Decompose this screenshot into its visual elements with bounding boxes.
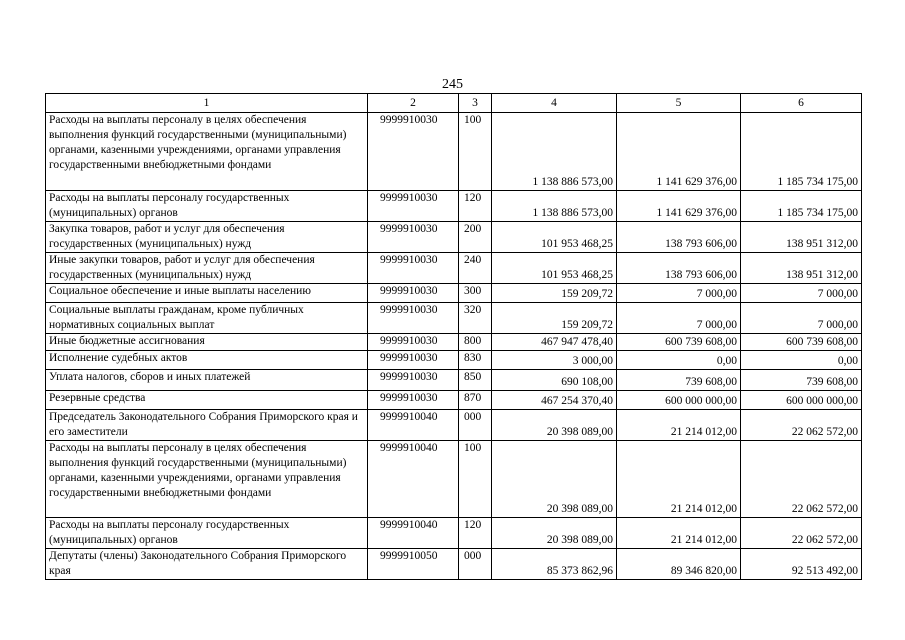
- row-amount-col6-cell: 7 000,00: [741, 284, 862, 303]
- row-amount-col6-cell: 1 185 734 175,00: [741, 113, 862, 191]
- budget-table: [45, 93, 862, 580]
- row-name-cell: Расходы на выплаты персоналу государственных (муниципальных) органов: [46, 191, 368, 222]
- row-code-cell: 9999910030: [368, 391, 459, 410]
- row-amount-col6-cell: 0,00: [741, 351, 862, 370]
- row-name-cell: Иные закупки товаров, работ и услуг для обеспечения государственных (муниципальных) нужд: [46, 253, 368, 284]
- row-kind-cell: 240: [459, 253, 492, 284]
- header-row: [46, 94, 862, 113]
- table-row: [46, 191, 862, 222]
- column-header-4: 4: [492, 94, 617, 113]
- row-kind-cell: 100: [459, 441, 492, 518]
- row-name-cell: Уплата налогов, сборов и иных платежей: [46, 370, 368, 391]
- table-row: [46, 518, 862, 549]
- row-amount-col4-cell: 20 398 089,00: [492, 518, 617, 549]
- row-name-cell: Закупка товаров, работ и услуг для обеспечения государственных (муниципальных) нужд: [46, 222, 368, 253]
- row-amount-col5-cell: 600 739 608,00: [617, 334, 741, 351]
- row-amount-col4-cell: 467 947 478,40: [492, 334, 617, 351]
- row-amount-col6-cell: 1 185 734 175,00: [741, 191, 862, 222]
- row-kind-cell: 120: [459, 191, 492, 222]
- row-name-cell: Иные бюджетные ассигнования: [46, 334, 368, 351]
- row-amount-col5-cell: 7 000,00: [617, 284, 741, 303]
- row-name-cell: Председатель Законодательного Собрания Приморского края и его заместители: [46, 410, 368, 441]
- row-amount-col4-cell: 3 000,00: [492, 351, 617, 370]
- row-amount-col5-cell: 7 000,00: [617, 303, 741, 334]
- row-name-cell: Расходы на выплаты персоналу государственных (муниципальных) органов: [46, 518, 368, 549]
- table-row: [46, 284, 862, 303]
- column-header-1: 1: [46, 94, 368, 113]
- row-amount-col6-cell: 92 513 492,00: [741, 549, 862, 580]
- row-amount-col5-cell: 600 000 000,00: [617, 391, 741, 410]
- row-kind-cell: 100: [459, 113, 492, 191]
- row-amount-col5-cell: 89 346 820,00: [617, 549, 741, 580]
- row-kind-cell: 120: [459, 518, 492, 549]
- row-amount-col6-cell: 600 739 608,00: [741, 334, 862, 351]
- row-code-cell: 9999910030: [368, 284, 459, 303]
- row-code-cell: 9999910030: [368, 191, 459, 222]
- table-row: [46, 549, 862, 580]
- row-kind-cell: 800: [459, 334, 492, 351]
- row-amount-col5-cell: 0,00: [617, 351, 741, 370]
- row-amount-col4-cell: 1 138 886 573,00: [492, 113, 617, 191]
- row-name-cell: Расходы на выплаты персоналу в целях обеспечения выполнения функций государственными (муниципальными) органами, казенными учреждениями, органами управления государственными внебюджетными фондами: [46, 113, 368, 191]
- row-amount-col5-cell: 21 214 012,00: [617, 410, 741, 441]
- row-name-cell: Социальные выплаты гражданам, кроме публичных нормативных социальных выплат: [46, 303, 368, 334]
- row-amount-col4-cell: 1 138 886 573,00: [492, 191, 617, 222]
- row-code-cell: 9999910040: [368, 441, 459, 518]
- row-amount-col5-cell: 138 793 606,00: [617, 253, 741, 284]
- row-code-cell: 9999910040: [368, 518, 459, 549]
- row-amount-col5-cell: 1 141 629 376,00: [617, 191, 741, 222]
- row-name-cell: Расходы на выплаты персоналу в целях обеспечения выполнения функций государственными (муниципальными) органами, казенными учреждениями, органами управления государственными внебюджетными фондами: [46, 441, 368, 518]
- table-row: [46, 303, 862, 334]
- column-header-3: 3: [459, 94, 492, 113]
- row-kind-cell: 000: [459, 410, 492, 441]
- row-amount-col4-cell: 159 209,72: [492, 284, 617, 303]
- column-header-5: 5: [617, 94, 741, 113]
- row-amount-col5-cell: 1 141 629 376,00: [617, 113, 741, 191]
- table-header: [46, 94, 862, 113]
- column-header-6: 6: [741, 94, 862, 113]
- row-amount-col4-cell: 85 373 862,96: [492, 549, 617, 580]
- table-row: [46, 253, 862, 284]
- row-amount-col4-cell: 690 108,00: [492, 370, 617, 391]
- table-row: [46, 113, 862, 191]
- row-kind-cell: 200: [459, 222, 492, 253]
- table-row: [46, 441, 862, 518]
- row-amount-col4-cell: 101 953 468,25: [492, 253, 617, 284]
- row-amount-col6-cell: 22 062 572,00: [741, 518, 862, 549]
- row-amount-col6-cell: 22 062 572,00: [741, 410, 862, 441]
- table-body: [46, 113, 862, 580]
- table-row: [46, 351, 862, 370]
- column-header-2: 2: [368, 94, 459, 113]
- row-amount-col6-cell: 600 000 000,00: [741, 391, 862, 410]
- row-code-cell: 9999910030: [368, 351, 459, 370]
- row-code-cell: 9999910030: [368, 334, 459, 351]
- row-amount-col4-cell: 101 953 468,25: [492, 222, 617, 253]
- table-row: [46, 222, 862, 253]
- row-amount-col6-cell: 22 062 572,00: [741, 441, 862, 518]
- row-code-cell: 9999910030: [368, 253, 459, 284]
- row-name-cell: Резервные средства: [46, 391, 368, 410]
- row-kind-cell: 870: [459, 391, 492, 410]
- row-amount-col5-cell: 739 608,00: [617, 370, 741, 391]
- row-kind-cell: 000: [459, 549, 492, 580]
- row-amount-col6-cell: 138 951 312,00: [741, 253, 862, 284]
- row-amount-col6-cell: 739 608,00: [741, 370, 862, 391]
- row-kind-cell: 300: [459, 284, 492, 303]
- row-amount-col5-cell: 21 214 012,00: [617, 441, 741, 518]
- row-code-cell: 9999910030: [368, 370, 459, 391]
- row-amount-col4-cell: 467 254 370,40: [492, 391, 617, 410]
- row-kind-cell: 850: [459, 370, 492, 391]
- row-kind-cell: 320: [459, 303, 492, 334]
- row-amount-col5-cell: 138 793 606,00: [617, 222, 741, 253]
- row-code-cell: 9999910040: [368, 410, 459, 441]
- row-name-cell: Социальное обеспечение и иные выплаты населению: [46, 284, 368, 303]
- row-amount-col6-cell: 138 951 312,00: [741, 222, 862, 253]
- row-kind-cell: 830: [459, 351, 492, 370]
- row-amount-col4-cell: 159 209,72: [492, 303, 617, 334]
- table-row: [46, 391, 862, 410]
- row-code-cell: 9999910050: [368, 549, 459, 580]
- table-row: [46, 334, 862, 351]
- row-code-cell: 9999910030: [368, 222, 459, 253]
- page-number: 245: [442, 77, 463, 92]
- table-row: [46, 410, 862, 441]
- row-amount-col5-cell: 21 214 012,00: [617, 518, 741, 549]
- row-name-cell: Исполнение судебных актов: [46, 351, 368, 370]
- row-code-cell: 9999910030: [368, 113, 459, 191]
- row-amount-col6-cell: 7 000,00: [741, 303, 862, 334]
- row-amount-col4-cell: 20 398 089,00: [492, 410, 617, 441]
- row-amount-col4-cell: 20 398 089,00: [492, 441, 617, 518]
- row-code-cell: 9999910030: [368, 303, 459, 334]
- row-name-cell: Депутаты (члены) Законодательного Собрания Приморского края: [46, 549, 368, 580]
- table-row: [46, 370, 862, 391]
